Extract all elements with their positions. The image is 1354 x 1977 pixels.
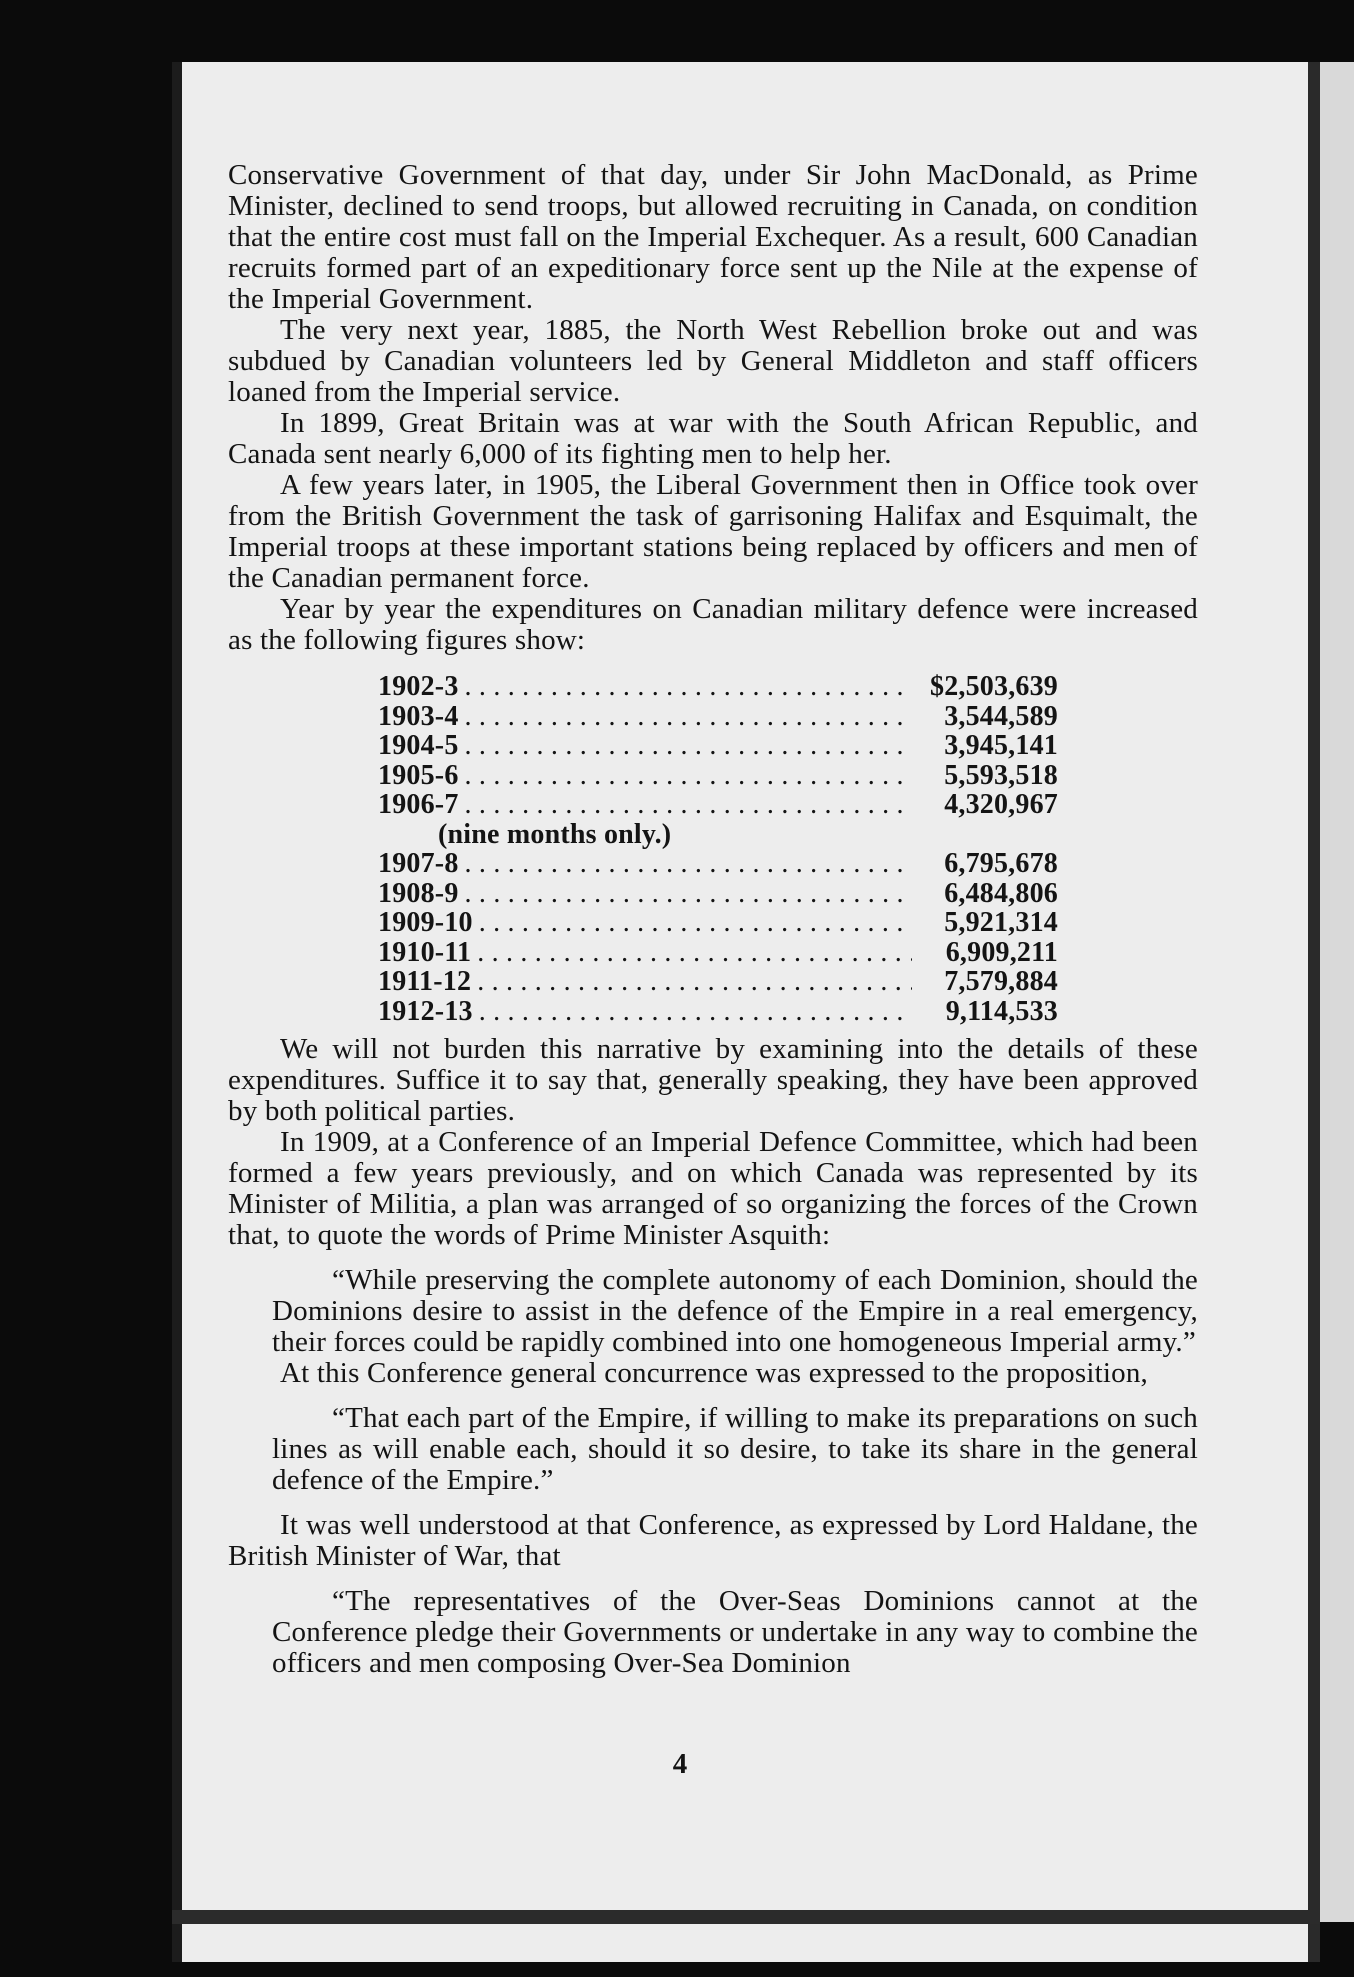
expenditure-year: 1910-11 — [378, 936, 472, 968]
dot-leader — [465, 790, 912, 820]
paragraph: Year by year the expenditures on Canadian military defence were increased as the following figures show: — [228, 593, 1198, 656]
paragraph: In 1909, at a Conference of an Imperial Defence Committee, which had been formed a few years previously, and on which Canada was represented by its Minister of Militia, a plan was arranged of so organizing the forces of the Crown that, to quote the words of Prime Minister Asquith: — [228, 1126, 1198, 1251]
table-row — [378, 967, 1058, 997]
expenditure-year: 1904-5 — [378, 730, 459, 761]
expenditure-year: 1906-7 — [378, 789, 459, 820]
expenditure-year: 1907-8 — [378, 848, 459, 879]
paragraph: At this Conference general concurrence was expressed to the proposition, — [280, 1357, 1148, 1389]
paragraph: Conservative Government of that day, under Sir John MacDonald, as Prime Minister, declined to send troops, but allowed recruiting in Canada, on condition that the entire cost must fall on the Imperial Exchequer. As a result, 600 Canadian recruits formed part of an expeditionary force sent up the Nile at the expense of the Imperial Government. — [228, 159, 1198, 315]
dot-leader — [477, 938, 912, 968]
paragraph: In 1899, Great Britain was at war with the South African Republic, and Canada sent nearly 6,000 of its fighting men to help her. — [228, 407, 1198, 470]
expenditure-note: (nine months only.) — [438, 818, 672, 850]
expenditure-amount: 7,579,884 — [944, 966, 1058, 997]
expenditure-year: 1905-6 — [378, 759, 459, 791]
dot-leader — [477, 967, 912, 997]
expenditure-year: 1908-9 — [378, 877, 459, 909]
expenditure-amount: 9,114,533 — [945, 995, 1058, 1027]
expenditure-amount: 3,544,589 — [944, 700, 1058, 732]
expenditure-year: 1902-3 — [378, 671, 459, 702]
paragraph: The very next year, 1885, the North West Rebellion broke out and was subdued by Canadian volunteers led by General Middleton and staff officers loaned from the Imperial service. — [228, 314, 1198, 408]
expenditure-year: 1911-12 — [378, 966, 472, 997]
page-left-edge — [172, 62, 182, 1962]
expenditure-amount: 5,921,314 — [944, 907, 1058, 938]
table-row — [378, 997, 1058, 1027]
expenditure-amount: 6,484,806 — [944, 877, 1058, 909]
next-page-strip — [1320, 62, 1354, 1922]
expenditure-table — [378, 672, 1058, 1026]
table-row — [378, 879, 1058, 909]
dot-leader — [465, 761, 912, 791]
expenditure-amount: 5,593,518 — [944, 759, 1058, 791]
quote-paragraph: “While preserving the complete autonomy of each Dominion, should the Dominions desire to assist in the defence of the Empire in a real emergency, their forces could be rapidly combined into one homogeneous Imperial army.” — [272, 1264, 1198, 1358]
expenditure-year: 1903-4 — [378, 700, 459, 732]
paragraph: It was well understood at that Conference, as expressed by Lord Haldane, the British Minister of War, that — [228, 1509, 1198, 1572]
expenditure-amount: 6,795,678 — [944, 848, 1058, 879]
table-row — [378, 672, 1058, 702]
expenditure-amount: 4,320,967 — [944, 789, 1058, 820]
paragraph: We will not burden this narrative by examining into the details of these expenditures. Suffice it to say that, generally speaking, they have been approved by both political parties. — [228, 1033, 1198, 1127]
dot-leader — [479, 908, 912, 938]
dot-leader — [465, 702, 912, 732]
dot-leader — [465, 672, 912, 702]
page-number: 4 — [672, 1748, 688, 1780]
table-row — [378, 731, 1058, 761]
table-row — [378, 849, 1058, 879]
dot-leader — [479, 997, 912, 1027]
expenditure-year: 1909-10 — [378, 907, 473, 938]
quote-paragraph: “That each part of the Empire, if willing to make its preparations on such lines as will enable each, should it so desire, to take its share in the general defence of the Empire.” — [272, 1402, 1198, 1496]
expenditure-amount: 3,945,141 — [944, 730, 1058, 761]
expenditure-amount: 6,909,211 — [945, 936, 1058, 968]
dot-leader — [465, 849, 912, 879]
table-row — [378, 908, 1058, 938]
paragraph: A few years later, in 1905, the Liberal Government then in Office took over from the British Government the task of garrisoning Halifax and Esquimalt, the Imperial troops at these important stations being replaced by officers and men of the Canadian permanent force. — [228, 469, 1198, 594]
table-row — [378, 790, 1058, 820]
expenditure-year: 1912-13 — [378, 995, 473, 1027]
table-row — [378, 938, 1058, 968]
table-row — [378, 702, 1058, 732]
dot-leader — [465, 731, 912, 761]
page-bottom-band — [172, 1910, 1320, 1924]
dot-leader — [465, 879, 912, 909]
expenditure-amount: $2,503,639 — [930, 671, 1058, 702]
table-row — [378, 761, 1058, 791]
page-right-edge — [1308, 62, 1320, 1962]
quote-paragraph: “The representatives of the Over-Seas Dominions cannot at the Conference pledge their Governments or undertake in any way to combine the officers and men composing Over-Sea Dominion — [272, 1585, 1198, 1679]
page-text — [228, 160, 1198, 1679]
